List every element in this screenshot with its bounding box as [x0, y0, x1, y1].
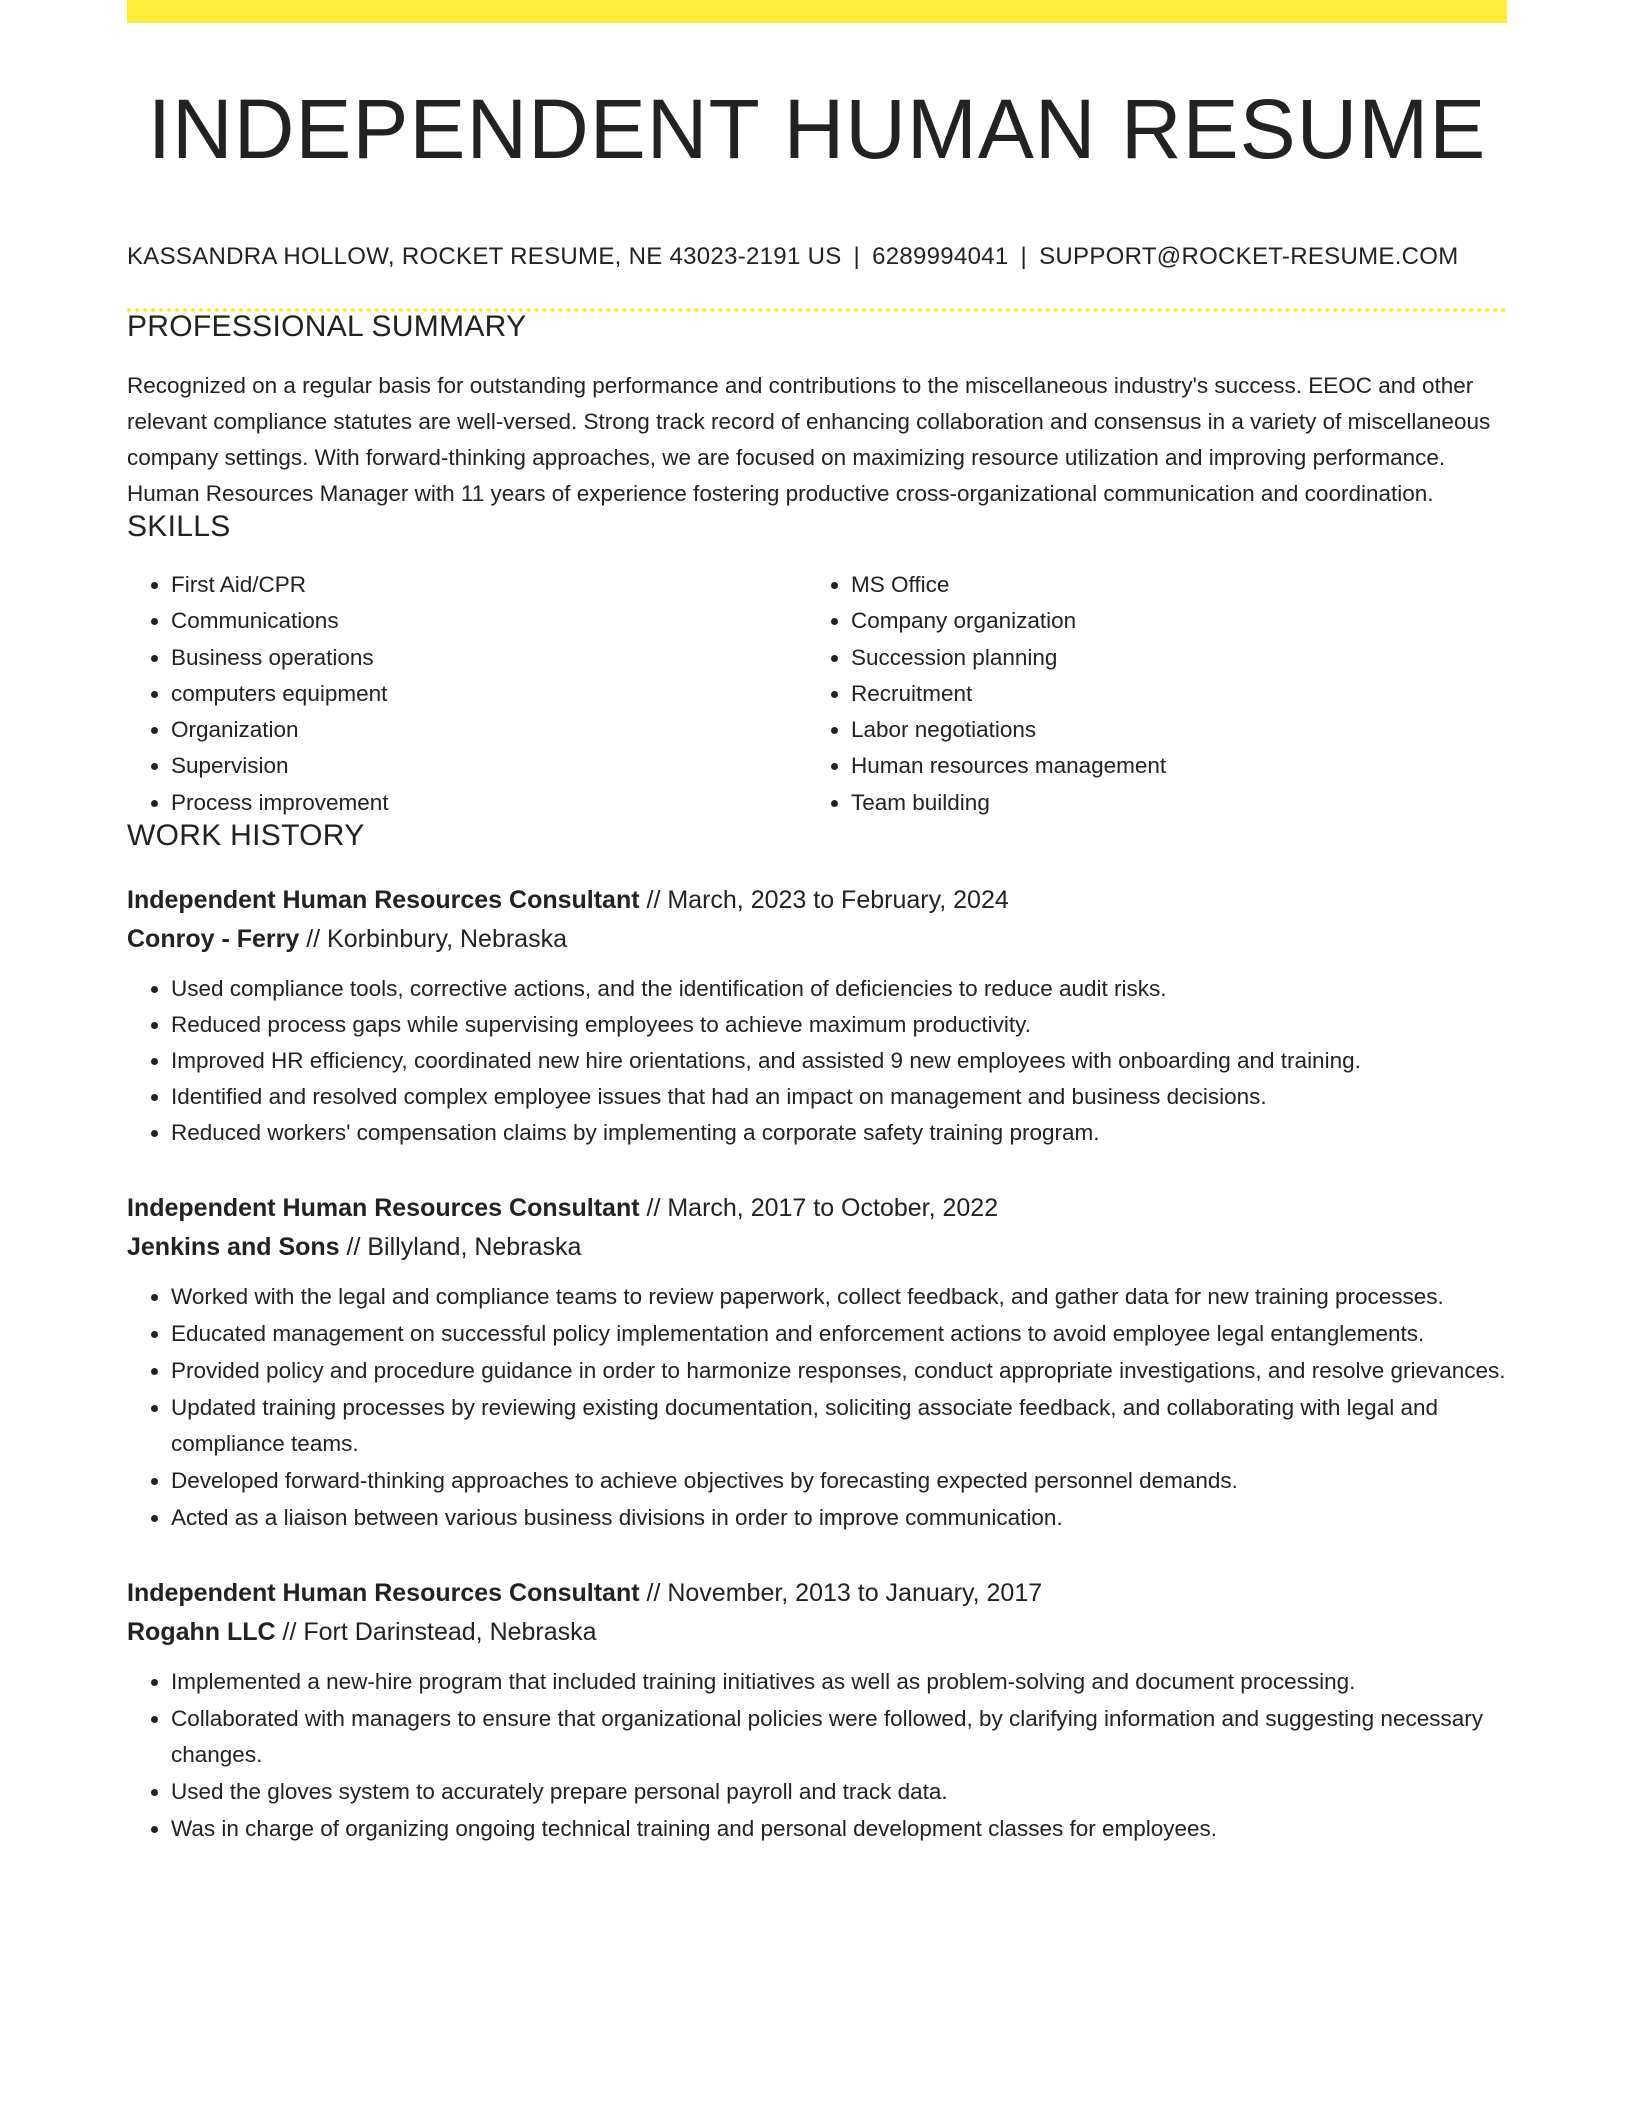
skills-column-left [127, 567, 807, 821]
section-title-work-history: WORK HISTORY [127, 819, 365, 853]
job-dates: // March, 2017 to October, 2022 [646, 1194, 999, 1223]
skill-item: • Supervision [171, 748, 807, 784]
job-dates: // November, 2013 to January, 2017 [646, 1579, 1043, 1608]
skill-item: • Organization [171, 712, 807, 748]
skill-item: • Succession planning [851, 640, 1487, 676]
job-bullet: • Acted as a liaison between various business divisions in order to improve communication. [171, 1500, 1507, 1536]
job-company: Jenkins and Sons [127, 1233, 340, 1262]
job-location: // Billyland, Nebraska [346, 1233, 582, 1262]
job-role: Independent Human Resources Consultant [127, 886, 640, 915]
accent-top-bar [127, 0, 1507, 23]
job-role-line [127, 1189, 1507, 1228]
job-role-line [127, 881, 1507, 920]
job-bullet: • Reduced process gaps while supervising employees to achieve maximum productivity. [171, 1007, 1507, 1043]
skill-item: • Human resources management [851, 748, 1487, 784]
contact-email: SUPPORT@ROCKET-RESUME.COM [1039, 243, 1459, 270]
contact-line [127, 245, 1507, 269]
skill-item: • Recruitment [851, 676, 1487, 712]
job-bullet: • Educated management on successful policy implementation and enforcement actions to avoid employee legal entanglements. [171, 1316, 1507, 1352]
job-role: Independent Human Resources Consultant [127, 1579, 640, 1608]
section-title-skills: SKILLS [127, 510, 231, 543]
skills-column-right [807, 567, 1487, 821]
job-bullet: • Used the gloves system to accurately prepare personal payroll and track data. [171, 1774, 1507, 1810]
job-location: // Korbinbury, Nebraska [306, 925, 567, 954]
skill-item: • Company organization [851, 603, 1487, 639]
skill-item: • computers equipment [171, 676, 807, 712]
job-bullet: • Collaborated with managers to ensure that organizational policies were followed, by clarifying information and suggesting necessary changes. [171, 1701, 1507, 1773]
contact-address: KASSANDRA HOLLOW, ROCKET RESUME, NE 43023-2191 US [127, 243, 842, 270]
resume-name: INDEPENDENT HUMAN RESUME [147, 82, 1487, 176]
job-bullet: • Reduced workers' compensation claims by implementing a corporate safety training program. [171, 1115, 1507, 1151]
job-bullets [127, 971, 1507, 1151]
job-bullet: • Improved HR efficiency, coordinated new hire orientations, and assisted 9 new employees with onboarding and training. [171, 1043, 1507, 1079]
job-entry [127, 881, 1507, 1151]
job-bullet: • Updated training processes by reviewing existing documentation, soliciting associate feedback, and collaborating with legal and compliance teams. [171, 1390, 1507, 1462]
resume-page [127, 0, 1507, 1848]
job-company-line [127, 1613, 1507, 1652]
summary-text: Recognized on a regular basis for outstanding performance and contributions to the miscellaneous industry's success. EEOC and other relevant compliance statutes are well-versed. Strong track record of enhancing collaboration and consensus in a variety of miscellaneous company settings. With forward-thinking approaches, we are focused on maximizing resource utilization and improving performance. Human Resources Manager with 11 years of experience fostering productive cross-organizational communication and coordination. [127, 373, 1491, 506]
skills-list [127, 567, 1507, 821]
job-company-line [127, 1228, 1507, 1267]
skill-item: • Labor negotiations [851, 712, 1487, 748]
job-bullet: • Developed forward-thinking approaches to achieve objectives by forecasting expected personnel demands. [171, 1463, 1507, 1499]
skill-item: • Team building [851, 785, 1487, 821]
job-company: Rogahn LLC [127, 1618, 276, 1647]
job-entry [127, 1189, 1507, 1536]
job-bullet: • Worked with the legal and compliance teams to review paperwork, collect feedback, and gather data for new training processes. [171, 1279, 1507, 1315]
job-company: Conroy - Ferry [127, 925, 300, 954]
job-dates: // March, 2023 to February, 2024 [646, 886, 1009, 915]
skill-item: • MS Office [851, 567, 1487, 603]
job-bullet: • Provided policy and procedure guidance in order to harmonize responses, conduct appropriate investigations, and resolve grievances. [171, 1353, 1507, 1389]
job-entry [127, 1574, 1507, 1847]
skill-item: • Communications [171, 603, 807, 639]
job-bullet: • Implemented a new-hire program that included training initiatives as well as problem-solving and document processing. [171, 1664, 1507, 1700]
job-bullets [127, 1664, 1507, 1847]
job-bullet: • Used compliance tools, corrective actions, and the identification of deficiencies to reduce audit risks. [171, 971, 1507, 1007]
skill-item: • Process improvement [171, 785, 807, 821]
contact-separator: | [853, 243, 861, 270]
skill-item: • First Aid/CPR [171, 567, 807, 603]
skill-item: • Business operations [171, 640, 807, 676]
job-role-line [127, 1574, 1507, 1613]
section-title-summary: PROFESSIONAL SUMMARY [127, 310, 527, 343]
job-location: // Fort Darinstead, Nebraska [282, 1618, 597, 1647]
job-bullet: • Identified and resolved complex employee issues that had an impact on management and business decisions. [171, 1079, 1507, 1115]
job-role: Independent Human Resources Consultant [127, 1194, 640, 1223]
job-bullets [127, 1279, 1507, 1536]
contact-phone: 6289994041 [872, 243, 1009, 270]
job-company-line [127, 920, 1507, 959]
job-bullet: • Was in charge of organizing ongoing technical training and personal development classes for employees. [171, 1811, 1507, 1847]
contact-separator: | [1020, 243, 1028, 270]
